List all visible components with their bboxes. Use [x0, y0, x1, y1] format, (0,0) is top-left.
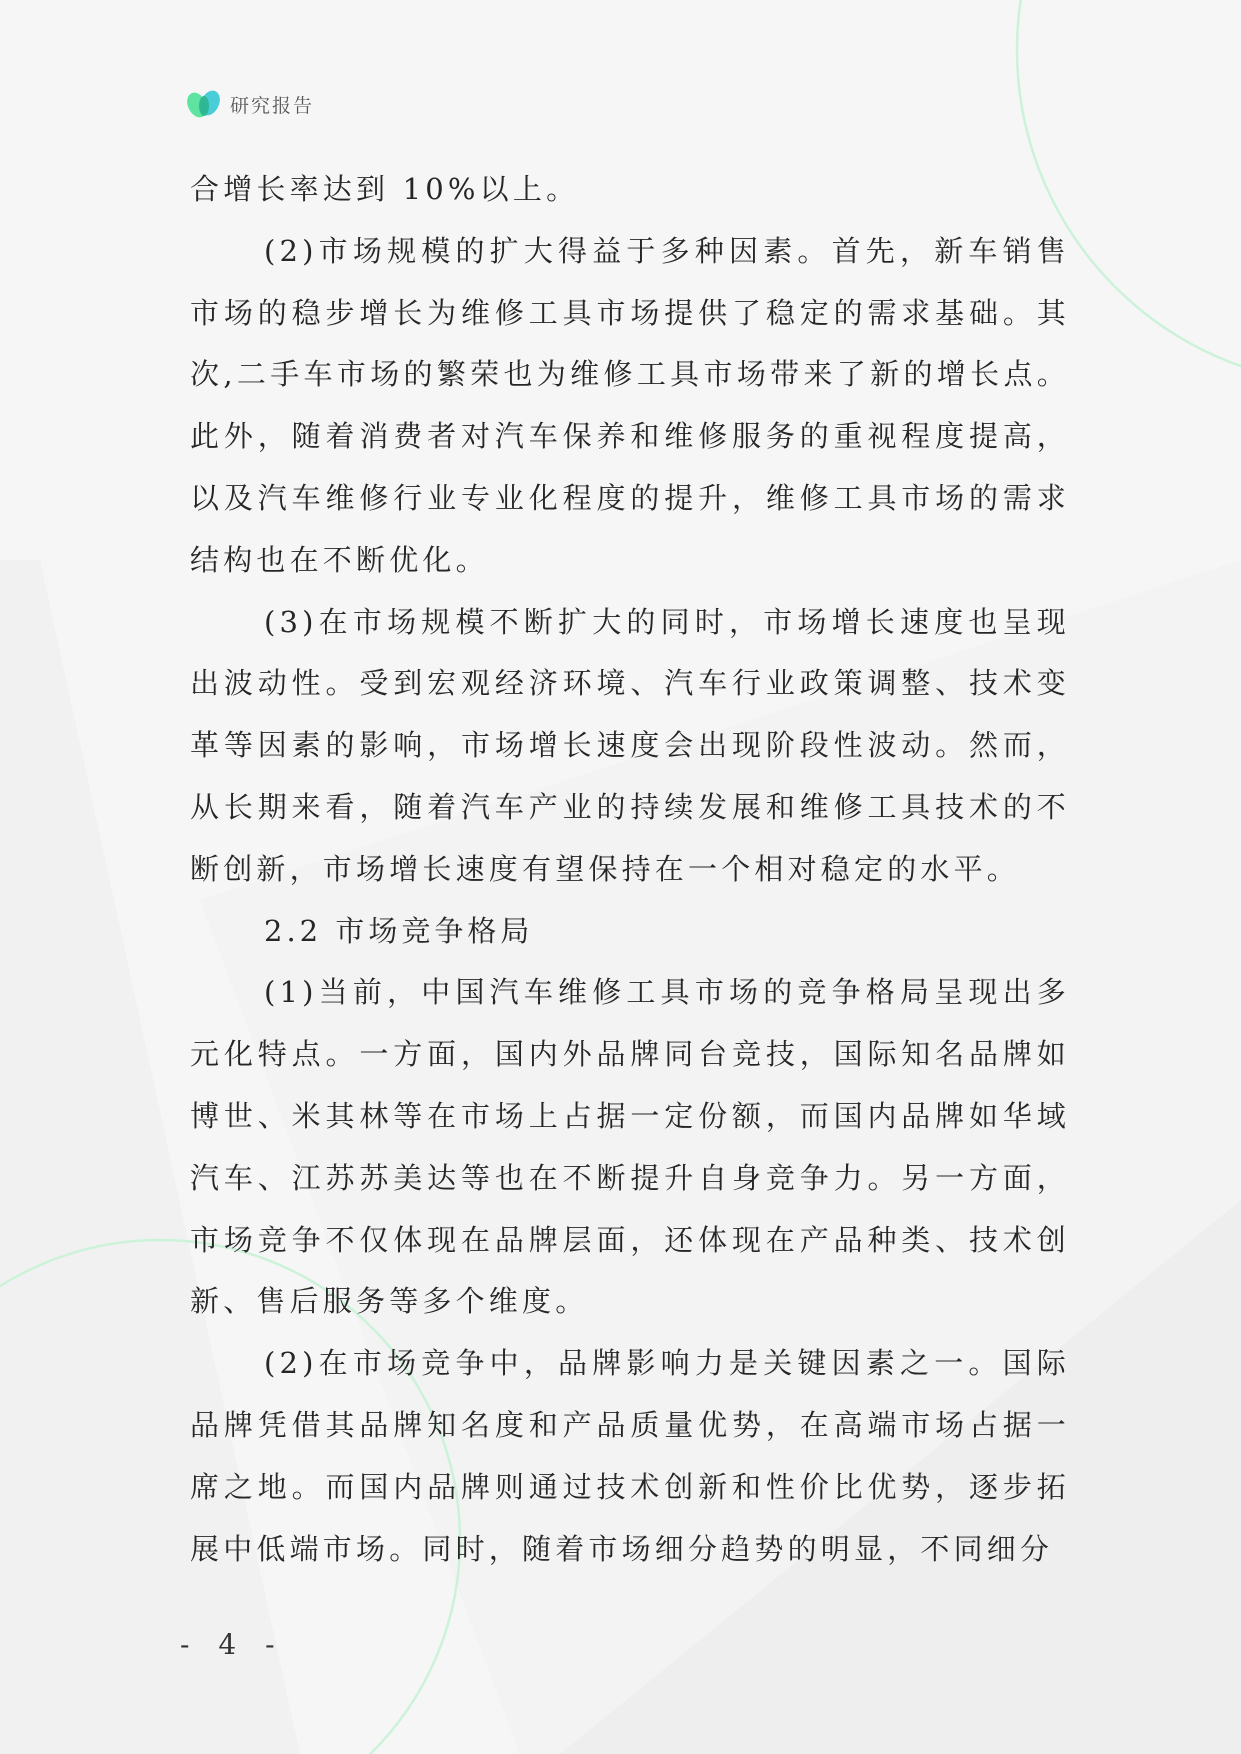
section-heading: 2.2 市场竞争格局 — [264, 913, 534, 948]
paragraph: (3)在市场规模不断扩大的同时，市场增长速度也呈现出波动性。受到宏观经济环境、汽车行业政策调整、技术变革等因素的影响，市场增长速度会出现阶段性波动。然而，从长期来看，随着汽车产业的持续发展和维修工具技术的不断创新，市场增长速度有望保持在一个相对稳定的水平。 — [190, 604, 1070, 886]
paragraph: (1)当前，中国汽车维修工具市场的竞争格局呈现出多元化特点。一方面，国内外品牌同台竞技，国际知名品牌如博世、米其林等在市场上占据一定份额，而国内品牌如华域汽车、江苏苏美达等也在不断提升自身竞争力。另一方面，市场竞争不仅体现在品牌层面，还体现在产品种类、技术创新、售后服务等多个维度。 — [190, 975, 1070, 1319]
header-title: 研究报告 — [230, 94, 315, 117]
paragraph-continuation: 合增长率达到 10%以上。 — [190, 172, 580, 206]
paragraph: (2)市场规模的扩大得益于多种因素。首先，新车销售市场的稳步增长为维修工具市场提供了稳定的需求基础。其次,二手车市场的繁荣也为维修工具市场带来了新的增长点。此外，随着消费者对汽车保养和维修服务的重视程度提高，以及汽车维修行业专业化程度的提升，维修工具市场的需求结构也在不断优化。 — [190, 233, 1070, 577]
document-body — [190, 159, 1070, 1580]
paragraph: (2)在市场竞争中，品牌影响力是关键因素之一。国际品牌凭借其品牌知名度和产品质量优势，在高端市场占据一席之地。而国内品牌则通过技术创新和性价比优势，逐步拓展中低端市场。同时，随着市场细分趋势的明显，不同细分 — [190, 1346, 1070, 1566]
leaf-logo-icon — [186, 87, 222, 121]
page-number: - 4 - — [180, 1628, 285, 1661]
page-header — [186, 86, 314, 122]
